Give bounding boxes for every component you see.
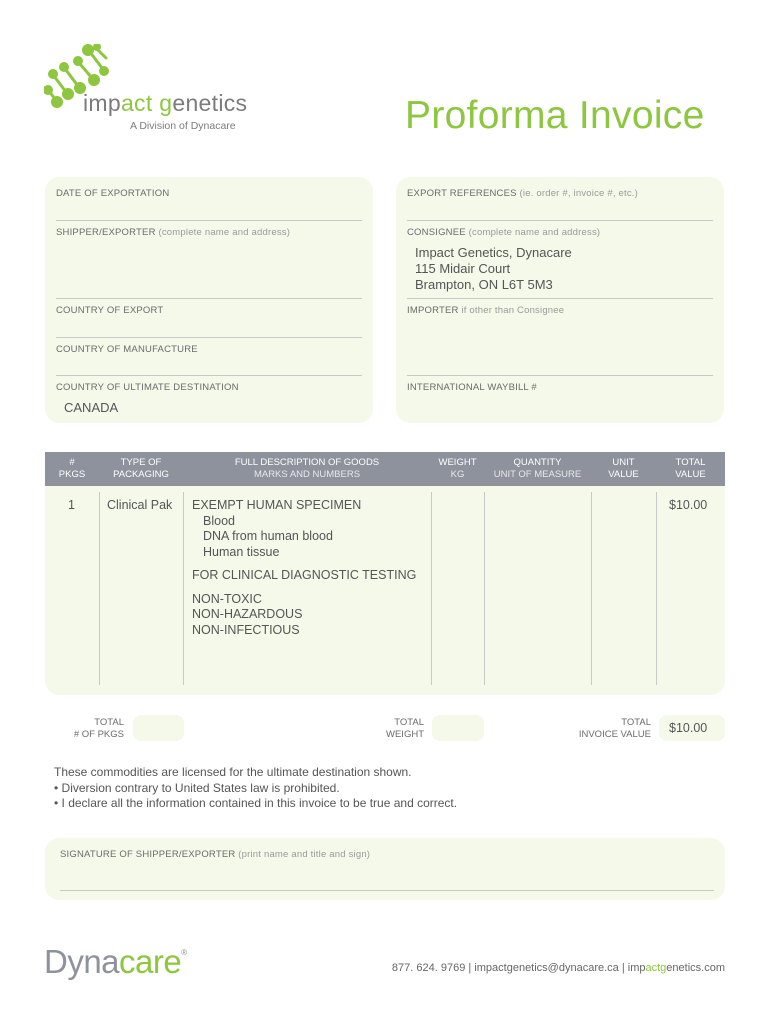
row-pkgs-value[interactable]: 1 <box>68 498 75 512</box>
total-weight-label <box>360 717 424 741</box>
col-header-line2: PACKAGING <box>113 469 169 480</box>
declaration-line: • Diversion contrary to United States law is prohibited. <box>54 780 340 795</box>
country-of-export-label: COUNTRY OF EXPORT <box>56 305 164 316</box>
row-packaging-value[interactable]: Clinical Pak <box>107 498 173 512</box>
logo-prefix: imp <box>83 90 121 116</box>
logo-wordmark <box>83 90 247 117</box>
col-header-line1: WEIGHT <box>438 457 477 468</box>
desc-title: EXEMPT HUMAN SPECIMEN <box>192 498 362 512</box>
consignee-label-note: (complete name and address) <box>468 227 601 238</box>
footer-web-prefix: imp <box>627 962 646 974</box>
date-of-exportation-field[interactable] <box>56 220 362 221</box>
waybill-label: INTERNATIONAL WAYBILL # <box>407 382 537 393</box>
total-weight-field[interactable] <box>432 715 484 741</box>
dynacare-prefix: Dyna <box>44 943 120 980</box>
total-pkgs-label-line2: # OF PKGS <box>73 729 124 740</box>
footer-phone[interactable]: 877. 624. 9769 <box>391 962 466 974</box>
col-weight-header <box>431 452 484 486</box>
col-header-line1: TYPE OF <box>120 457 162 468</box>
column-divider <box>656 492 657 685</box>
logo-suffix: enetics <box>172 90 248 116</box>
desc-item: Blood <box>203 513 235 528</box>
col-header-line2: VALUE <box>608 469 639 480</box>
consignee-line: Impact Genetics, Dynacare <box>415 245 572 260</box>
desc-item: DNA from human blood <box>203 529 333 543</box>
footer-web-suffix: enetics.com <box>666 962 725 974</box>
shipper-label-text: SHIPPER/EXPORTER <box>56 227 156 238</box>
consignee-address[interactable] <box>415 245 572 293</box>
column-divider <box>484 492 485 685</box>
total-pkgs-field[interactable] <box>133 715 184 741</box>
logo-subtitle: A Division of Dynacare <box>130 120 236 132</box>
footer-email[interactable]: impactgenetics@dynacare.ca <box>474 962 619 974</box>
signature-field[interactable] <box>60 890 714 891</box>
signature-label <box>60 849 370 860</box>
col-header-line2: UNIT OF MEASURE <box>493 469 582 480</box>
date-of-exportation-label: DATE OF EXPORTATION <box>56 188 170 199</box>
export-references-field[interactable] <box>407 220 713 221</box>
col-packaging-header <box>99 452 183 486</box>
country-of-destination-label: COUNTRY OF ULTIMATE DESTINATION <box>56 382 239 393</box>
dynacare-registered-mark: ® <box>181 948 187 957</box>
desc-flag: NON-INFECTIOUS <box>192 622 300 637</box>
importer-field[interactable] <box>407 375 713 376</box>
consignee-line: Brampton, ON L6T 5M3 <box>415 277 553 292</box>
declaration-text <box>54 765 457 812</box>
total-weight-label-line1: TOTAL <box>394 717 424 728</box>
column-divider <box>591 492 592 685</box>
footer-web-accent: actg <box>645 962 667 974</box>
country-of-export-field[interactable] <box>56 337 362 338</box>
column-divider <box>183 492 184 685</box>
signature-label-note: (print name and title and sign) <box>238 849 371 860</box>
dynacare-logo <box>44 943 187 981</box>
country-of-manufacture-label: COUNTRY OF MANUFACTURE <box>56 344 198 355</box>
col-header-line2: PKGS <box>58 469 86 480</box>
col-header-line1: FULL DESCRIPTION OF GOODS <box>234 457 380 468</box>
col-header-line1: QUANTITY <box>513 457 562 468</box>
footer-contact <box>392 962 725 974</box>
col-header-line2: VALUE <box>675 469 706 480</box>
declaration-line: These commodities are licensed for the ultimate destination shown. <box>54 765 412 779</box>
shipper-label-note: (complete name and address) <box>158 227 291 238</box>
col-header-line1: TOTAL <box>675 457 706 468</box>
shipper-label <box>56 227 290 238</box>
country-of-destination-value[interactable]: CANADA <box>64 400 119 415</box>
column-divider <box>431 492 432 685</box>
row-description[interactable] <box>192 498 416 638</box>
dynacare-accent: care <box>119 943 182 980</box>
col-total-value-header <box>656 452 725 486</box>
footer-separator: | <box>468 962 472 974</box>
total-invoice-value: $10.00 <box>669 721 708 735</box>
total-pkgs-label-line1: TOTAL <box>94 717 124 728</box>
col-header-line2: MARKS AND NUMBERS <box>253 469 361 480</box>
col-header-line2: KG <box>450 469 465 480</box>
total-weight-label-line2: WEIGHT <box>386 729 424 740</box>
col-unit-value-header <box>591 452 656 486</box>
row-total-value[interactable]: $10.00 <box>669 498 708 512</box>
consignee-line: 115 Midair Court <box>415 261 511 276</box>
total-invoice-label-line2: INVOICE VALUE <box>578 729 651 740</box>
desc-item: Human tissue <box>203 544 280 559</box>
desc-flag: NON-TOXIC <box>192 591 262 606</box>
consignee-label <box>407 227 600 238</box>
total-invoice-label-line1: TOTAL <box>621 717 651 728</box>
col-pkgs-header <box>45 452 99 486</box>
total-invoice-value-field[interactable] <box>659 715 725 741</box>
logo-g: g <box>159 90 173 116</box>
col-quantity-header <box>484 452 591 486</box>
col-header-line1: # <box>69 457 75 468</box>
export-references-label-text: EXPORT REFERENCES <box>407 188 517 199</box>
importer-label-text: IMPORTER <box>407 305 459 316</box>
footer-website[interactable] <box>628 962 725 974</box>
consignee-label-text: CONSIGNEE <box>407 227 466 238</box>
importer-label <box>407 305 564 316</box>
logo-accent: act <box>120 90 153 116</box>
col-description-header <box>183 452 431 486</box>
export-references-note: (ie. order #, invoice #, etc.) <box>519 188 638 199</box>
col-header-line1: UNIT <box>612 457 635 468</box>
shipper-field[interactable] <box>56 298 362 299</box>
footer-separator: | <box>621 962 625 974</box>
signature-label-text: SIGNATURE OF SHIPPER/EXPORTER <box>60 849 236 860</box>
column-divider <box>99 492 100 685</box>
export-references-label <box>407 188 638 199</box>
page-title: Proforma Invoice <box>405 94 705 137</box>
desc-flag: NON-HAZARDOUS <box>192 607 303 621</box>
desc-purpose: FOR CLINICAL DIAGNOSTIC TESTING <box>192 568 417 582</box>
consignee-field-rule <box>407 298 713 299</box>
declaration-line: • I declare all the information contained in this invoice to be true and correct. <box>54 796 458 810</box>
importer-label-note: if other than Consignee <box>461 305 565 316</box>
country-of-manufacture-field[interactable] <box>56 375 362 376</box>
total-pkgs-label <box>60 717 124 741</box>
total-invoice-value-label <box>555 717 651 741</box>
goods-table-header <box>45 452 725 486</box>
